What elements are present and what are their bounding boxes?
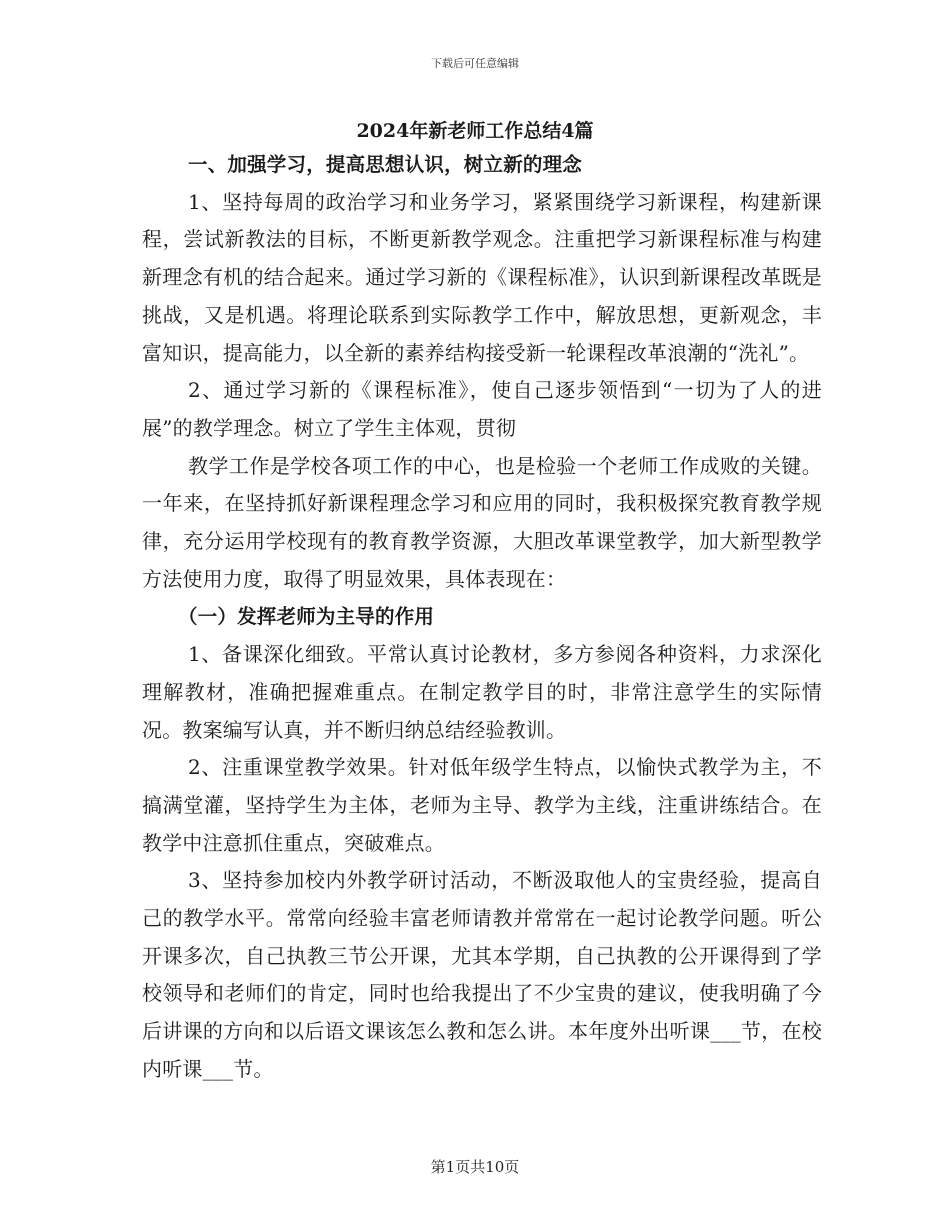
paragraph: 教学工作是学校各项工作的中心，也是检验一个老师工作成败的关键。一年来，在坚持抓好新课程理念学习和应用的同时，我积极探究教育教学规律，充分运用学校现有的教育教学资源，大胆改革课堂教学，加大新型教学方法使用力度，取得了明显效果，具体表现在： bbox=[142, 453, 822, 591]
document-body bbox=[142, 146, 822, 1089]
page-footer: 第1页共10页 bbox=[430, 1158, 520, 1176]
page-header: 下载后可任意编辑 bbox=[431, 57, 519, 70]
paragraph: 2、通过学习新的《课程标准》，使自己逐步领悟到“一切为了人的进展”的教学理念。树立了学生主体观，贯彻 bbox=[142, 378, 822, 440]
section-heading-1: 一、加强学习，提高思想认识，树立新的理念 bbox=[188, 153, 583, 176]
subsection-heading-1: （一）发挥老师为主导的作用 bbox=[178, 605, 435, 629]
paragraph: 1、备课深化细致。平常认真讨论教材，多方参阅各种资料，力求深化理解教材，准确把握难重点。在制定教学目的时，非常注意学生的实际情况。教案编写认真，并不断归纳总结经验教训。 bbox=[142, 642, 822, 742]
paragraph: 2、注重课堂教学效果。针对低年级学生特点，以愉快式教学为主，不搞满堂灌，坚持学生为主体，老师为主导、教学为主线，注重讲练结合。在教学中注意抓住重点，突破难点。 bbox=[142, 755, 822, 855]
paragraph: 1、坚持每周的政治学习和业务学习，紧紧围绕学习新课程，构建新课程，尝试新教法的目标，不断更新教学观念。注重把学习新课程标准与构建新理念有机的结合起来。通过学习新的《课程标准》，认识到新课程改革既是挑战，又是机遇。将理论联系到实际教学工作中，解放思想，更新观念，丰富知识，提高能力，以全新的素养结构接受新一轮课程改革浪潮的“洗礼”。 bbox=[142, 189, 822, 365]
paragraph: 3、坚持参加校内外教学研讨活动，不断汲取他人的宝贵经验，提高自己的教学水平。常常向经验丰富老师请教并常常在一起讨论教学问题。听公开课多次，自己执教三节公开课，尤其本学期，自己执教的公开课得到了学校领导和老师们的肯定，同时也给我提出了不少宝贵的建议，使我明确了今后讲课的方向和以后语文课该怎么教和怎么讲。本年度外出听课___节，在校内听课___节。 bbox=[142, 868, 822, 1081]
document-title: 2024年新老师工作总结4篇 bbox=[356, 120, 594, 142]
